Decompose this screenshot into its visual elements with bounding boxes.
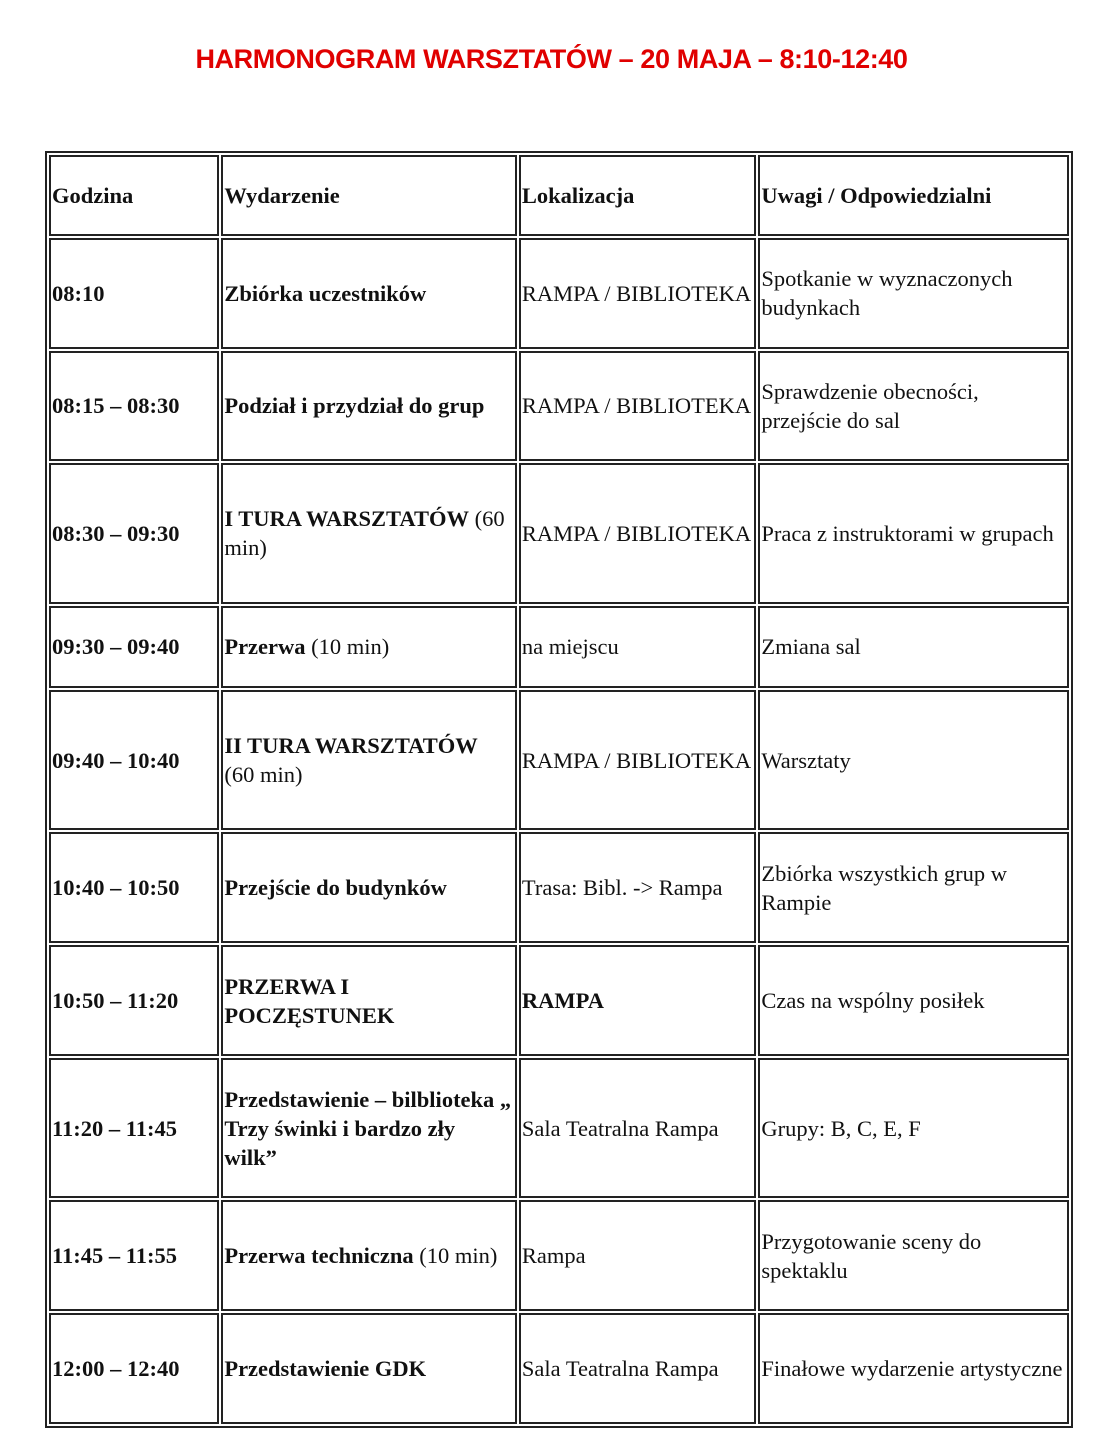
table-row xyxy=(49,1058,1069,1198)
cell-event xyxy=(221,463,517,603)
cell-notes: Grupy: B, C, E, F xyxy=(758,1058,1069,1198)
schedule-table xyxy=(45,151,1073,1428)
cell-location: RAMPA xyxy=(519,945,756,1056)
event-duration: (60 min) xyxy=(224,506,505,561)
cell-time: 08:30 – 09:30 xyxy=(49,463,219,603)
cell-time: 08:10 xyxy=(49,238,219,349)
cell-notes: Zmiana sal xyxy=(758,606,1069,689)
cell-time: 11:45 – 11:55 xyxy=(49,1200,219,1311)
event-title: I TURA WARSZTATÓW xyxy=(224,506,469,532)
table-header-row xyxy=(49,155,1069,236)
column-header-event: Wydarzenie xyxy=(221,155,517,236)
cell-time: 10:40 – 10:50 xyxy=(49,832,219,943)
cell-notes: Czas na wspólny posiłek xyxy=(758,945,1069,1056)
cell-event xyxy=(221,351,517,462)
column-header-time: Godzina xyxy=(49,155,219,236)
cell-event xyxy=(221,606,517,689)
cell-notes: Przygotowanie sceny do spektaklu xyxy=(758,1200,1069,1311)
table-row xyxy=(49,1200,1069,1311)
cell-location: RAMPA / BIBLIOTEKA xyxy=(519,463,756,603)
cell-notes: Spotkanie w wyznaczonych budynkach xyxy=(758,238,1069,349)
cell-location: Trasa: Bibl. -> Rampa xyxy=(519,832,756,943)
cell-event xyxy=(221,1058,517,1198)
cell-location: RAMPA / BIBLIOTEKA xyxy=(519,690,756,830)
table-row xyxy=(49,351,1069,462)
event-title: Zbiórka uczestników xyxy=(224,280,427,306)
cell-event xyxy=(221,945,517,1056)
cell-location: RAMPA / BIBLIOTEKA xyxy=(519,238,756,349)
event-title: Przerwa xyxy=(224,634,306,660)
cell-time: 12:00 – 12:40 xyxy=(49,1313,219,1424)
cell-location: RAMPA / BIBLIOTEKA xyxy=(519,351,756,462)
cell-event xyxy=(221,832,517,943)
table-row xyxy=(49,945,1069,1056)
column-header-notes: Uwagi / Odpowiedzialni xyxy=(758,155,1069,236)
cell-time: 11:20 – 11:45 xyxy=(49,1058,219,1198)
cell-notes: Zbiórka wszystkich grup w Rampie xyxy=(758,832,1069,943)
table-row xyxy=(49,1313,1069,1424)
event-title: II TURA WARSZTATÓW xyxy=(224,733,478,759)
table-row xyxy=(49,606,1069,689)
page-title: HARMONOGRAM WARSZTATÓW – 20 MAJA – 8:10-12:40 xyxy=(195,44,908,74)
cell-location: Sala Teatralna Rampa xyxy=(519,1058,756,1198)
event-title: PRZERWA I POCZĘSTUNEK xyxy=(224,973,395,1028)
cell-event xyxy=(221,1200,517,1311)
column-header-location: Lokalizacja xyxy=(519,155,756,236)
cell-time: 10:50 – 11:20 xyxy=(49,945,219,1056)
cell-event xyxy=(221,690,517,830)
event-title: Przerwa techniczna xyxy=(224,1243,414,1269)
cell-notes: Sprawdzenie obecności, przejście do sal xyxy=(758,351,1069,462)
cell-time: 08:15 – 08:30 xyxy=(49,351,219,462)
cell-notes: Praca z instruktorami w grupach xyxy=(758,463,1069,603)
table-row xyxy=(49,832,1069,943)
cell-event xyxy=(221,1313,517,1424)
cell-location: Rampa xyxy=(519,1200,756,1311)
cell-location: na miejscu xyxy=(519,606,756,689)
event-title: Przedstawienie – bilblioteka „ Trzy świnki i bardzo zły wilk” xyxy=(224,1086,512,1170)
cell-location: Sala Teatralna Rampa xyxy=(519,1313,756,1424)
table-row xyxy=(49,690,1069,830)
event-title: Przedstawienie GDK xyxy=(224,1356,427,1381)
cell-time: 09:30 – 09:40 xyxy=(49,606,219,689)
cell-event xyxy=(221,238,517,349)
event-duration: (10 min) xyxy=(419,1243,498,1269)
cell-time: 09:40 – 10:40 xyxy=(49,690,219,830)
event-title: Podział i przydział do grup xyxy=(224,393,485,419)
table-row xyxy=(49,238,1069,349)
event-duration: (60 min) xyxy=(224,762,303,788)
table-row xyxy=(49,463,1069,603)
cell-notes: Finałowe wydarzenie artystyczne xyxy=(758,1313,1069,1424)
cell-notes: Warsztaty xyxy=(758,690,1069,830)
event-title: Przejście do budynków xyxy=(224,875,447,901)
event-duration: (10 min) xyxy=(311,634,390,660)
